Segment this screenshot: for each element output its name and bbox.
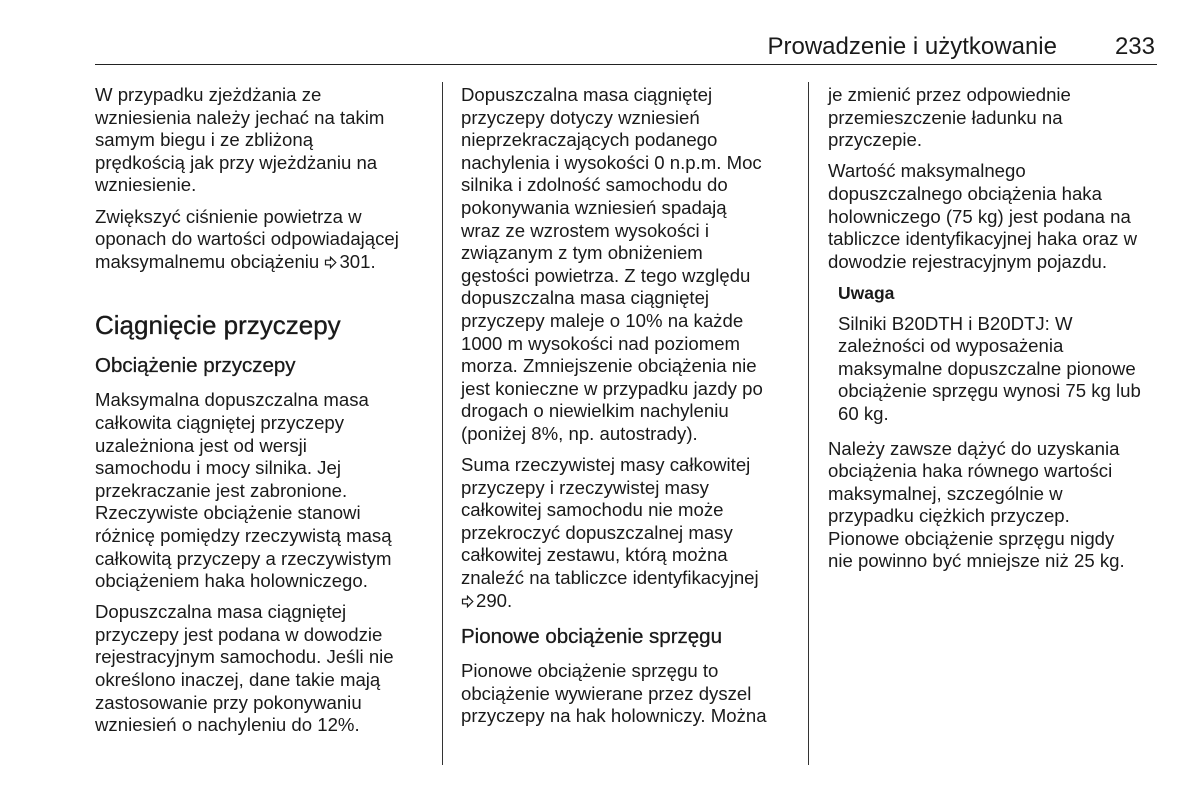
cross-reference-arrow-icon (324, 256, 337, 269)
paragraph-combination-mass (461, 454, 796, 612)
subsection-title-trailer-load: Obciążenie przyczepy (95, 354, 296, 378)
paragraph-altitude: Dopuszczalna masa ciągniętej przyczepy dotyczy wzniesień nieprzekraczających podanego nachylenia i wysokości 0 n.p.m. Moc silnika i zdolność samochodu do pokonywania wzniesień spadają wraz ze wzrostem wysokości i związanym z tym obniżeniem gęstości powietrza. Z tego względu dopuszczalna masa ciągniętej przyczepy maleje o 10% na każde 1000 m wysokości nad poziomem morza. Zmniejszenie obciążenia nie jest konieczne w przypadku jazdy po drogach o niewielkim nachyleniu (poniżej 8%, np. autostrady). (461, 84, 763, 444)
cross-reference-link[interactable] (461, 590, 512, 611)
column-divider-left (442, 82, 443, 765)
paragraph-tyre-pressure-text: Zwiększyć ciśnienie powietrza w oponach do wartości odpowiadającej maksymalnemu obciążeniu (95, 205, 399, 272)
subsection-title-coupling-load: Pionowe obciążenie sprzęgu (461, 625, 722, 649)
cross-reference-link[interactable] (324, 251, 375, 272)
note-text: Silniki B20DTH i B20DTJ: W zależności od wyposażenia maksymalne dopuszczalne pionowe obciążenie sprzęgu wynosi 75 kg lub 60 kg. (838, 312, 1141, 424)
cross-reference-page: 301. (339, 250, 376, 272)
column-divider-right (808, 82, 809, 765)
section-title: Ciągnięcie przyczepy (95, 310, 341, 341)
paragraph-load-distribution: je zmienić przez odpowiednie przemieszczenie ładunku na przyczepie. (828, 84, 1071, 151)
paragraph-registration-document: Dopuszczalna masa ciągniętej przyczepy jest podana w dowodzie rejestracyjnym samochodu. Jeśli nie określono inaczej, dane takie mają zastosowanie przy pokonywaniu wzniesień o nachyleniu do 12%. (95, 601, 394, 736)
paragraph-max-trailer-mass: Maksymalna dopuszczalna masa całkowita ciągniętej przyczepy uzależniona jest od wersji samochodu i mocy silnika. Jej przekraczanie jest zabronione. Rzeczywiste obciążenie stanowi różnicę pomiędzy rzeczywistą masą całkowitą przyczepy a rzeczywistym obciążeniem haka holowniczego. (95, 389, 392, 592)
chapter-title: Prowadzenie i użytkowanie (767, 33, 1057, 60)
paragraph-coupling-load: Pionowe obciążenie sprzęgu to obciążenie wywierane przez dyszel przyczepy na hak holowniczy. Można (461, 660, 767, 727)
cross-reference-page: 290. (476, 589, 513, 611)
note-box (838, 282, 1163, 426)
page-number: 233 (1114, 33, 1155, 60)
paragraph-max-hitch-load: Wartość maksymalnego dopuszczalnego obciążenia haka holowniczego (75 kg) jest podana na tabliczce identyfikacyjnej haka oraz w dowodzie rejestracyjnym pojazdu. (828, 160, 1138, 272)
paragraph-downhill: W przypadku zjeżdżania ze wzniesienia należy jechać na takim samym biegu i ze zbliżoną prędkością jak przy wjeżdżaniu na wzniesienie. (95, 84, 385, 196)
note-title: Uwaga (838, 282, 895, 303)
column-3 (828, 84, 1163, 582)
column-2 (461, 84, 796, 737)
paragraph-tyre-pressure (95, 206, 430, 274)
column-1 (95, 84, 430, 745)
page-header (95, 30, 1157, 65)
cross-reference-arrow-icon (461, 595, 474, 608)
paragraph-combination-mass-text: Suma rzeczywistej masy całkowitej przyczepy i rzeczywistej masy całkowitej samochodu nie może przekroczyć dopuszczalnej masy całkowitej zestawu, którą można znaleźć na tabliczce identyfikacyjnej (461, 454, 759, 589)
paragraph-min-coupling-load: Należy zawsze dążyć do uzyskania obciążenia haka równego wartości maksymalnej, szczególnie w przypadku ciężkich przyczep. Pionowe obciążenie sprzęgu nigdy nie powinno być mniejsze niż 25 kg. (828, 437, 1125, 572)
